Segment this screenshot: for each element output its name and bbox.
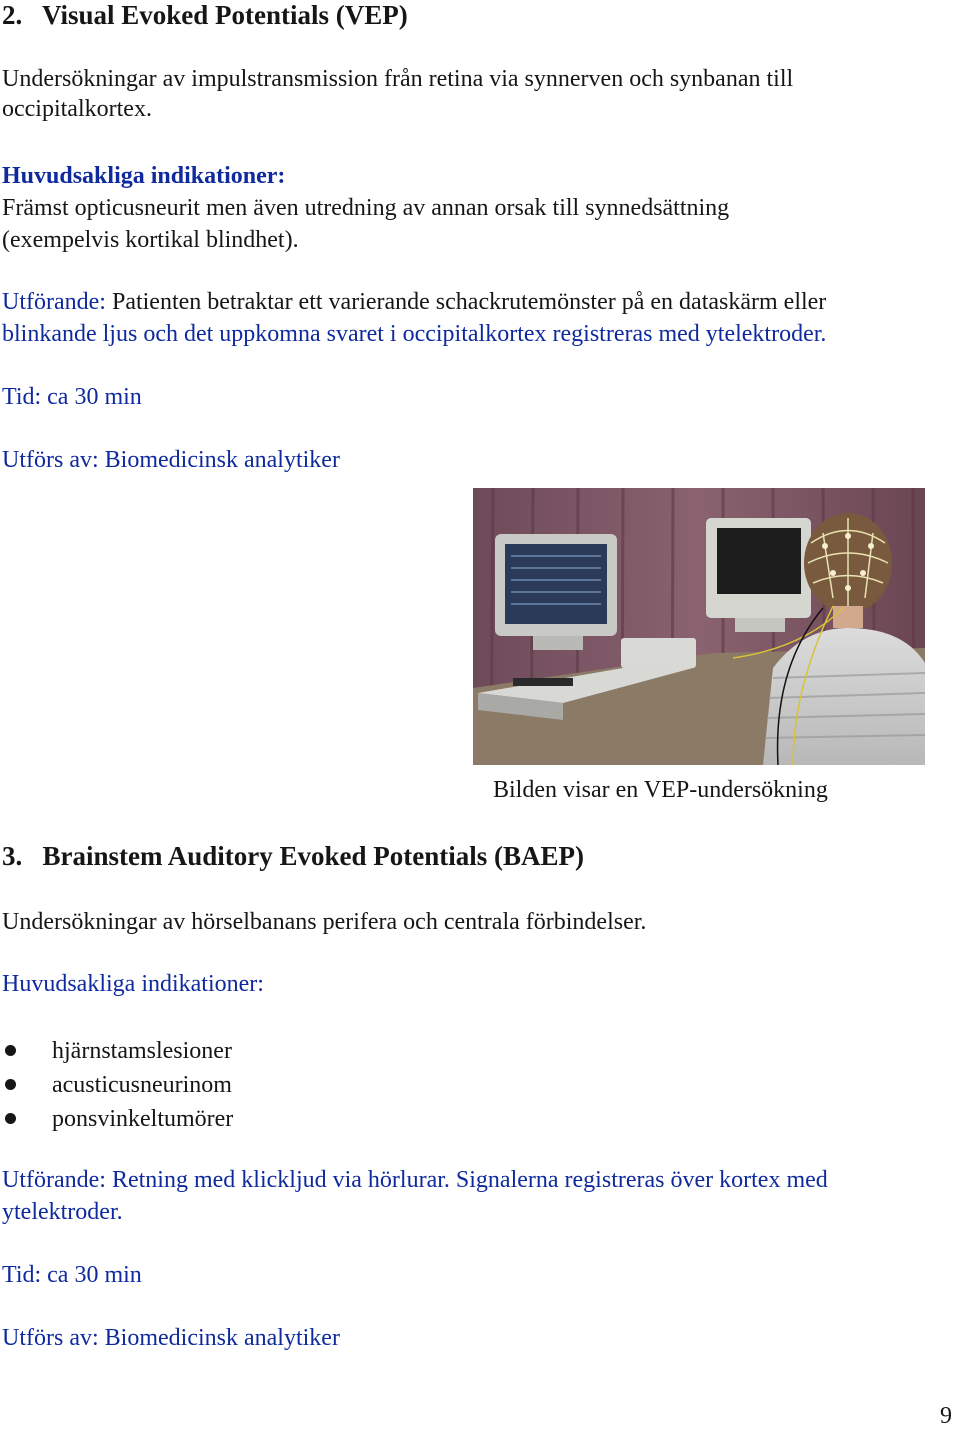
- bullet-icon: [5, 1113, 16, 1124]
- vep-indications-label: Huvudsakliga indikationer:: [2, 163, 286, 189]
- vep-procedure-label: Utförande:: [2, 289, 106, 315]
- baep-indications-label: Huvudsakliga indikationer:: [2, 971, 264, 997]
- baep-heading: 3. Brainstem Auditory Evoked Potentials (BAEP): [2, 841, 585, 871]
- baep-time: [2, 1259, 142, 1291]
- vep-procedure-line1: [2, 286, 826, 318]
- vep-time-value: ca 30 min: [47, 384, 142, 410]
- list-item: acusticusneurinom: [2, 1068, 233, 1102]
- vep-performed-by-label: Utförs av:: [2, 447, 99, 473]
- vep-performed-by: [2, 444, 340, 476]
- vep-procedure-text: Patienten betraktar ett varierande schackrutemönster på en dataskärm eller: [111, 289, 827, 315]
- baep-description: Undersökningar av hörselbanans perifera och centrala förbindelser.: [2, 909, 647, 935]
- bullet-icon: [5, 1045, 16, 1056]
- bullet-icon: [5, 1079, 16, 1090]
- page-number: 9: [940, 1403, 952, 1429]
- vep-heading: 2. Visual Evoked Potentials (VEP): [2, 0, 408, 30]
- baep-procedure-text: Retning med klickljud via hörlurar. Signalerna registreras över kortex med: [111, 1167, 828, 1193]
- baep-performed-by-value: Biomedicinsk analytiker: [104, 1325, 340, 1351]
- vep-performed-by-value: Biomedicinsk analytiker: [104, 447, 340, 473]
- baep-time-label: Tid:: [2, 1262, 42, 1288]
- vep-indications-line1: Främst opticusneurit men även utredning av annan orsak till synnedsättning: [2, 195, 730, 221]
- vep-time-label: Tid:: [2, 384, 42, 410]
- vep-time: [2, 381, 142, 413]
- baep-time-value: ca 30 min: [47, 1262, 142, 1288]
- list-item: hjärnstamslesioner: [2, 1034, 233, 1068]
- list-item: ponsvinkeltumörer: [2, 1102, 233, 1136]
- baep-procedure-label: Utförande:: [2, 1167, 106, 1193]
- baep-procedure-line1: [2, 1164, 828, 1196]
- vep-description-line1: Undersökningar av impulstransmission från retina via synnerven och synbanan till: [2, 66, 794, 92]
- baep-procedure-line2: ytelektroder.: [2, 1199, 123, 1225]
- vep-procedure-line2: blinkande ljus och det uppkomna svaret i occipitalkortex registreras med ytelektroder.: [2, 321, 827, 347]
- vep-indications-line2: (exempelvis kortikal blindhet).: [2, 227, 299, 253]
- vep-description-line2: occipitalkortex.: [2, 96, 152, 122]
- vep-photo-caption: Bilden visar en VEP-undersökning: [493, 777, 828, 803]
- vep-examination-photo: [473, 488, 925, 765]
- baep-indications-list: [2, 1034, 233, 1136]
- baep-performed-by-label: Utförs av:: [2, 1325, 99, 1351]
- baep-performed-by: [2, 1322, 340, 1354]
